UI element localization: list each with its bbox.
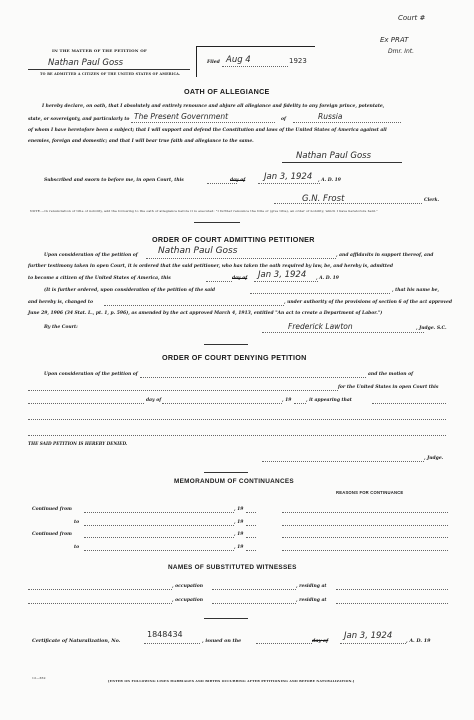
subscribed-dayof: day of [230, 178, 246, 183]
continued-from-label-2: Continued from [32, 532, 72, 537]
section-divider-2 [204, 344, 248, 345]
witness-residence-line-1 [336, 589, 448, 590]
oath-para-line1: I hereby declare, on oath, that I absolutely and entirely renounce and abjure all allegiance and fidelity to any foreign prince, potentate, [42, 104, 385, 109]
renounced-sovereign: The Present Government [134, 112, 229, 121]
admit-changed-to-line [104, 305, 284, 306]
witness-residing-1: , residing at [296, 584, 327, 589]
deny-attorney-line [28, 390, 338, 391]
witness-name-line-2 [28, 603, 172, 604]
corner-note-2: Ex PRAT [380, 36, 409, 44]
deny-line1-pre: Upon consideration of the petition of [44, 372, 138, 377]
admit-judge-label: , Judge. S.C. [416, 326, 447, 331]
admit-line4-post: , that his name be, [392, 288, 440, 293]
by-court-label: By the Court: [44, 325, 78, 330]
clerk-label: Clerk. [424, 198, 440, 203]
footer-instruction: [ENTER ON FOLLOWING LINES MARRIAGES AND BIRTHS OCCURRING AFTER PETITIONING AND BEFORE NATURALIZATION.] [108, 679, 355, 683]
admit-line2: further testimony taken in open Court, it is ordered that the said petitioner, who has taken the oath required by law, be, and hereby is, admitted [28, 264, 393, 269]
deny-judge-label: , Judge. [424, 456, 444, 461]
section-divider-3 [204, 472, 248, 473]
admit-date: Jan 3, 1924 [258, 270, 307, 280]
to-year-2: , 19 [234, 545, 244, 550]
deny-name-line [140, 377, 366, 378]
oath-para-line3: of whom I have heretofore been a subject; that I will support and defend the Constitution and laws of the United States of America against all [28, 128, 387, 133]
corner-note-1: Court # [398, 14, 426, 22]
deny-reason-line-1 [28, 419, 446, 420]
deny-line1-post: and the motion of [368, 372, 414, 377]
certificate-day-line [256, 643, 312, 644]
memo-title: MEMORANDUM OF CONTINUANCES [174, 478, 294, 485]
country-line [293, 122, 401, 123]
renounced-country: Russia [318, 112, 343, 121]
admit-line1-post: , and affidavits in support thereof, and [336, 253, 434, 258]
filed-date: Aug 4 [226, 55, 251, 65]
deny-reason-line-2 [28, 435, 446, 436]
to-line-1 [84, 525, 234, 526]
reasons-header: REASONS FOR CONTINUANCE [336, 490, 404, 495]
deny-day-line [28, 403, 144, 404]
continued-from-year-1: , 19 [234, 507, 244, 512]
reason-line-2 [282, 525, 448, 526]
witness-residence-line-2 [336, 603, 448, 604]
admission-subcaption: TO BE ADMITTED A CITIZEN OF THE UNITED STATES OF AMERICA. [40, 72, 181, 76]
certificate-date: Jan 3, 1924 [344, 631, 393, 641]
admit-line4-pre: (It is further ordered, upon consideration of the petition of the said [44, 288, 216, 293]
deny-line3-post: , it appearing that [306, 398, 352, 403]
matter-of-caption: IN THE MATTER OF THE PETITION OF [52, 48, 147, 53]
certificate-number: 1848434 [147, 630, 183, 639]
continued-from-line-1 [84, 512, 234, 513]
deny-appearing-line [372, 403, 446, 404]
witness-occupation-line-1 [212, 589, 296, 590]
witness-name-line-1 [28, 589, 172, 590]
admit-line6: June 29, 1906 (34 Stat. L., pt. 1, p. 596), as amended by the act approved March 4, 1913, entitled "An act to create a Department of Labor.") [28, 311, 383, 316]
certificate-label: Certificate of Naturalization, No. [32, 638, 121, 644]
witness-occupation-line-2 [212, 603, 296, 604]
corner-note-3: Dmr. Int. [388, 48, 415, 55]
admit-line5-pre: and hereby is, changed to [28, 300, 93, 305]
petitioner-name: Nathan Paul Goss [48, 58, 124, 68]
to-line-2 [84, 550, 234, 551]
oath-signature: Nathan Paul Goss [296, 151, 372, 161]
to-label-1: to [74, 520, 80, 525]
to-label-2: to [74, 545, 80, 550]
section-divider-4 [204, 618, 248, 619]
deny-title: ORDER OF COURT DENYING PETITION [162, 353, 307, 362]
admit-dayof: day of [232, 276, 248, 281]
petition-denied-text: THE SAID PETITION IS HEREBY DENIED. [28, 441, 128, 446]
oath-of-label: of [281, 117, 286, 122]
deny-line2-post: for the United States in open Court this [338, 385, 439, 390]
certificate-date-line [340, 643, 406, 644]
clerk-line [274, 203, 422, 204]
subscribed-text: Subscribed and sworn to before me, in open Court, this [44, 178, 184, 183]
oath-signature-line [282, 162, 402, 163]
admit-petitioner-name: Nathan Paul Goss [158, 246, 238, 256]
continued-from-year-line-2 [246, 537, 256, 538]
subscribed-date: Jan 3, 1924 [264, 172, 313, 182]
continued-from-line-2 [84, 537, 234, 538]
subscribed-ad: , A. D. 19 [318, 178, 341, 183]
admit-judge-name: Frederick Lawton [288, 322, 353, 331]
reason-line-1 [282, 512, 448, 513]
admit-date-line [254, 281, 318, 282]
filed-label: Filed [207, 60, 220, 65]
certificate-issued: , issued on the [202, 638, 242, 644]
filed-date-line [222, 66, 288, 67]
admit-ad: , A. D. 19 [316, 276, 339, 281]
certificate-number-line [144, 643, 200, 644]
to-year-line-1 [246, 525, 256, 526]
continued-from-label-1: Continued from [32, 507, 72, 512]
form-number: 12—362 [32, 676, 46, 680]
admit-title: ORDER OF COURT ADMITTING PETITIONER [152, 235, 315, 244]
reason-line-4 [282, 550, 448, 551]
petitioner-name-line [28, 69, 190, 70]
witness-residing-2: , residing at [296, 598, 327, 603]
admit-line3-pre: to become a citizen of the United States of America, this [28, 276, 171, 281]
to-year-line-2 [246, 550, 256, 551]
to-year-1: , 19 [234, 520, 244, 525]
oath-para-line4: enemies, foreign and domestic; and that I will bear true faith and allegiance to the same. [28, 139, 254, 144]
nobility-note: NOTE.—In renunciation of title of nobility, add the following to the oath of allegiance before it is executed: "I further renounce the title of (give title), an order of nobility, which I have heretofore held." [30, 209, 378, 213]
deny-dayof: day of [146, 398, 162, 403]
oath-para-line2-pre: state, or sovereignty, and particularly to [28, 117, 130, 122]
sovereign-line [131, 122, 275, 123]
oath-title: OATH OF ALLEGIANCE [184, 87, 270, 96]
filed-year: 1923 [289, 57, 307, 65]
admit-line1-pre: Upon consideration of the petition of [44, 253, 138, 258]
certificate-dayof: day of [312, 638, 329, 644]
deny-year: , 19 [282, 398, 292, 403]
reason-line-3 [282, 537, 448, 538]
admit-name-change-line [250, 293, 390, 294]
admit-day-line [206, 281, 232, 282]
continued-from-year-2: , 19 [234, 532, 244, 537]
section-divider-1 [194, 222, 240, 223]
certificate-ad: , A. D. 19 [406, 638, 431, 644]
subscribed-day-line [207, 183, 237, 184]
subscribed-date-line [258, 183, 320, 184]
admit-name-line [146, 258, 336, 259]
continued-from-year-line-1 [246, 512, 256, 513]
deny-month-line [162, 403, 282, 404]
admit-line5-post: , under authority of the provisions of section 6 of the act approved [284, 300, 453, 305]
deny-year-line [294, 403, 306, 404]
witness-occupation-2: , occupation [172, 598, 204, 603]
witness-occupation-1: , occupation [172, 584, 204, 589]
clerk-name: G.N. Frost [302, 194, 345, 204]
witnesses-title: NAMES OF SUBSTITUTED WITNESSES [168, 564, 297, 571]
deny-judge-line [262, 461, 424, 462]
admit-judge-line [262, 332, 424, 333]
